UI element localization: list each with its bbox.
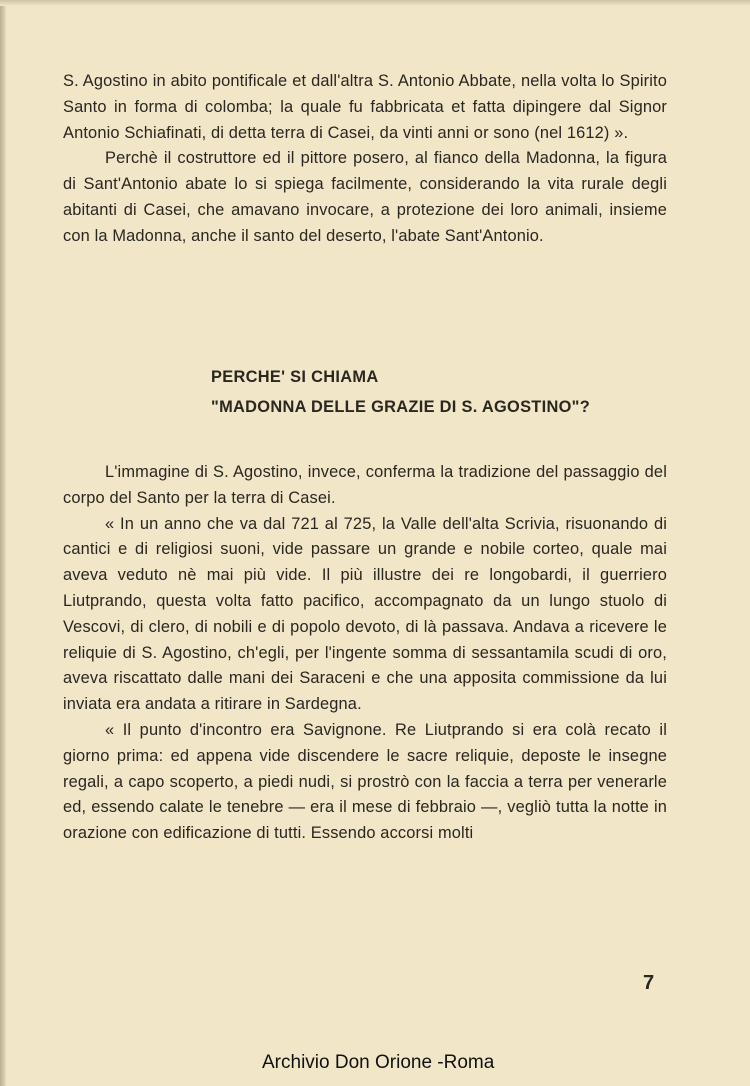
paragraph-top-2: Perchè il costruttore ed il pittore posero, al fianco della Madonna, la figura di Sant'Antonio abate lo si spiega facilmente, considerando la vita rurale degli abitanti di Casei, che amavano invocare, a protezione dei loro animali, insieme con la Madonna, anche il santo del deserto, l'abate Sant'Antonio. <box>63 149 667 245</box>
paragraph-top-1: S. Agostino in abito pontificale et dall'altra S. Antonio Abbate, nella volta lo Spirito Santo in forma di colomba; la quale fu fabbricata et fatta dipingere dal Signor Antonio Schiafinati, di detta terra di Casei, da vinti anni or sono (nel 1612) ». <box>63 72 667 142</box>
paragraph-bottom-3: « Il punto d'incontro era Savignone. Re Liutprando si era colà recato il giorno prima: ed appena vide discendere le sacre reliquie, deposte le insegne regali, a capo scoperto, a piedi nudi, si prostrò con la faccia a terra per venerarle ed, essendo calate le tenebre — era il mese di febbraio —, vegliò tutta la notte in orazione con edificazione di tutti. Essendo accorsi molti <box>63 720 667 843</box>
paragraph-bottom-2: « In un anno che va dal 721 al 725, la Valle dell'alta Scrivia, risuonando di cantici e di religiosi suoni, vide passare un grande e nobile corteo, quale mai aveva veduto nè mai più vide. Il più illustre dei re longobardi, il guerriero Liutprando, questa volta fatto pacifico, accompagnato da un lungo stuolo di Vescovi, di clero, di nobili e di popolo devoto, di là passava. Andava a ricevere le reliquie di S. Agostino, ch'egli, per l'ingente somma di sessantamila scudi di oro, aveva riscattato dalle mani dei Saraceni e che una apposita commissione da lui inviata era andata a ritirare in Sardegna. <box>63 514 667 714</box>
page-edge-top <box>0 0 750 6</box>
text-block-top <box>63 69 667 250</box>
section-heading-line-2: "MADONNA DELLE GRAZIE DI S. AGOSTINO"? <box>211 398 591 416</box>
text-block-bottom <box>63 460 667 847</box>
section-heading-line-1: PERCHE' SI CHIAMA <box>211 368 379 386</box>
page-number: 7 <box>643 972 655 994</box>
page-edge-left <box>0 0 6 1086</box>
paragraph-bottom-1: L'immagine di S. Agostino, invece, conferma la tradizione del passaggio del corpo del Santo per la terra di Casei. <box>63 463 667 507</box>
archive-label: Archivio Don Orione -Roma <box>262 1052 495 1073</box>
